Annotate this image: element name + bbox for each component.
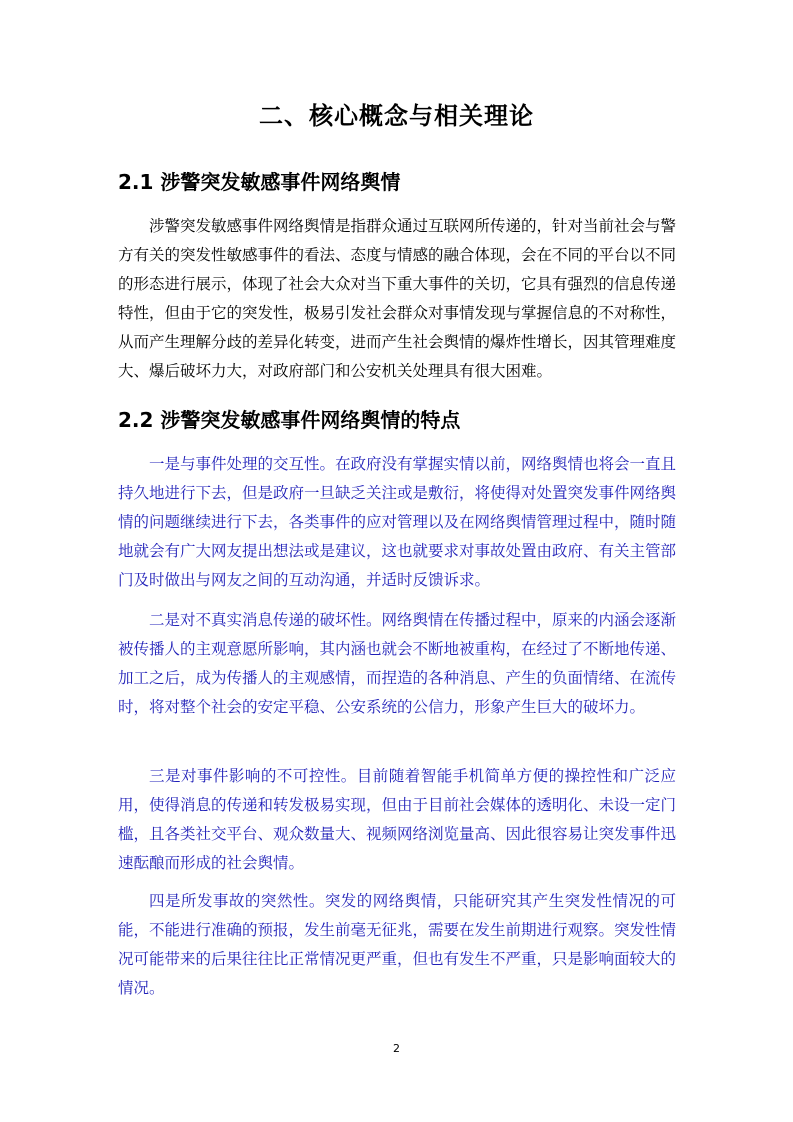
section-heading-2-2: 2.2 涉警突发敏感事件网络舆情的特点 [118, 408, 461, 432]
section-2-2-paragraph-4: 四是所发事故的突然性。突发的网络舆情，只能研究其产生突发性情况的可能，不能进行准确的预报，发生前毫无征兆，需要在发生前期进行观察。突发性情况可能带来的后果往往比正常情况更严重，但也有发生不严重，只是影响面较大的情况。 [118, 892, 677, 997]
page-number: 2 [393, 1042, 400, 1055]
section-heading-2-1: 2.1 涉警突发敏感事件网络舆情 [118, 170, 401, 194]
section-2-2-paragraph-3: 三是对事件影响的不可控性。目前随着智能手机简单方便的操控性和广泛应用，使得消息的传递和转发极易实现，但由于目前社会媒体的透明化、未设一定门槛，且各类社交平台、观众数量大、视频网络浏览量高、因此很容易让突发事件迅速酝酿而形成的社会舆情。 [118, 767, 677, 872]
section-2-1-paragraph: 涉警突发敏感事件网络舆情是指群众通过互联网所传递的，针对当前社会与警方有关的突发性敏感事件的看法、态度与情感的融合体现，会在不同的平台以不同的形态进行展示，体现了社会大众对当下重大事件的关切，它具有强烈的信息传递特性，但由于它的突发性，极易引发社会群众对事情发现与掌握信息的不对称性，从而产生理解分歧的差异化转变，进而产生社会舆情的爆炸性增长，因其管理难度大、爆后破坏力大，对政府部门和公安机关处理具有很大困难。 [118, 217, 677, 380]
chapter-title: 二、核心概念与相关理论 [259, 102, 534, 130]
section-2-2-paragraph-2: 二是对不真实消息传递的破坏性。网络舆情在传播过程中，原来的内涵会逐渐被传播人的主观意愿所影响，其内涵也就会不断地被重构，在经过了不断地传递、加工之后，成为传播人的主观感情，而捏造的各种消息、产生的负面情绪、在流传时，将对整个社会的安定平稳、公安系统的公信力，形象产生巨大的破坏力。 [118, 611, 677, 716]
section-2-2-paragraph-1: 一是与事件处理的交互性。在政府没有掌握实情以前，网络舆情也将会一直且持久地进行下去，但是政府一旦缺乏关注或是敷衍，将使得对处置突发事件网络舆情的问题继续进行下去，各类事件的应对管理以及在网络舆情管理过程中，随时随地就会有广大网友提出想法或是建议，这也就要求对事故处置由政府、有关主管部门及时做出与网友之间的互动沟通，并适时反馈诉求。 [118, 455, 677, 589]
